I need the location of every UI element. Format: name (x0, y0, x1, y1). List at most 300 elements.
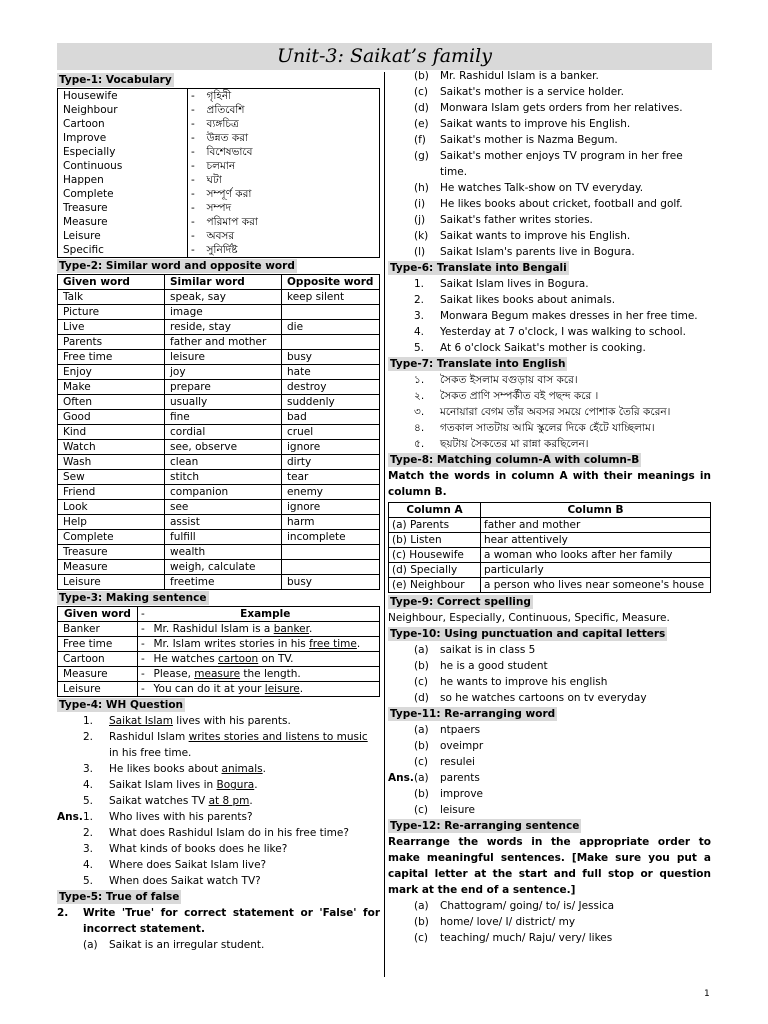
list-item (414, 388, 711, 404)
table-row (58, 560, 380, 575)
item-number: 3. (83, 843, 94, 855)
table-row (58, 530, 380, 545)
table-row (58, 145, 380, 159)
table-cell: Measure (58, 560, 165, 575)
table-row (58, 320, 380, 335)
list-item (83, 761, 380, 777)
list-item (414, 116, 711, 132)
item-text: Mr. Rashidul Islam is a banker. (440, 70, 599, 82)
type2-heading: Type-2: Similar word and opposite word (59, 260, 295, 272)
item-number: (b) (414, 660, 429, 672)
table-cell: - (188, 187, 202, 201)
list-item (414, 930, 711, 946)
table-cell: Leisure (58, 682, 138, 697)
list-item (414, 148, 711, 180)
item-number: 2. (83, 827, 94, 839)
table-cell: - (138, 682, 152, 697)
wh-question-list (57, 713, 380, 809)
type7-heading: Type-7: Translate into English (390, 358, 566, 370)
list-item (414, 308, 711, 324)
item-number: (d) (414, 102, 429, 114)
item-number: (c) (414, 86, 428, 98)
item-text: Saikat Islam lives in Bogura. (440, 278, 589, 290)
table-cell: leisure (165, 350, 282, 365)
answer-label (57, 873, 83, 889)
table-cell: Banker (58, 622, 138, 637)
table-cell: Wash (58, 455, 165, 470)
item-text: Saikat wants to improve his English. (440, 230, 631, 242)
table-cell (282, 545, 380, 560)
table-row (58, 305, 380, 320)
item-text-part: Saikat watches TV (109, 795, 209, 807)
list-item (414, 658, 711, 674)
table-cell: - (138, 667, 152, 682)
table-cell: - (188, 103, 202, 117)
item-number: 2. (414, 294, 425, 306)
table-cell: Cartoon (58, 117, 188, 131)
item-keyword: animals (221, 763, 263, 775)
example-text: the length. (240, 668, 301, 680)
list-item (83, 777, 380, 793)
table-cell: Complete (58, 187, 188, 201)
item-number: (h) (414, 182, 429, 194)
table-row (58, 455, 380, 470)
table-cell: busy (282, 575, 380, 590)
table-cell: wealth (165, 545, 282, 560)
table-cell: Live (58, 320, 165, 335)
item-text: Saikat wants to improve his English. (440, 118, 631, 130)
table-cell (282, 335, 380, 350)
example-keyword: leisure (264, 683, 300, 695)
list-item (414, 914, 711, 930)
table-cell: Friend (58, 485, 165, 500)
type11-heading: Type-11: Re-arranging word (390, 708, 556, 720)
table-row (58, 682, 380, 697)
type9-heading: Type-9: Correct spelling (390, 596, 531, 608)
table-header: Example (152, 607, 380, 622)
item-number: 5. (83, 795, 94, 807)
table-row (58, 229, 380, 243)
table-row (58, 89, 380, 104)
example-text: on TV. (258, 653, 294, 665)
page-title: Unit-3: Saikat’s family (57, 43, 712, 70)
table-row (58, 365, 380, 380)
table-cell: weigh, calculate (165, 560, 282, 575)
item-text: parents (440, 772, 480, 784)
answer-label (57, 825, 83, 841)
item-number: (c) (414, 756, 428, 768)
right-column (388, 68, 711, 946)
table-header: Given word (58, 275, 165, 290)
item-number: (l) (414, 246, 426, 258)
table-cell: Improve (58, 131, 188, 145)
answer-item (57, 809, 380, 825)
table-cell: (b) Listen (389, 533, 481, 548)
table-cell: Especially (58, 145, 188, 159)
table-cell: busy (282, 350, 380, 365)
table-row (58, 187, 380, 201)
item-number: 3. (414, 310, 425, 322)
table-cell: bad (282, 410, 380, 425)
table-cell: Talk (58, 290, 165, 305)
type6-heading: Type-6: Translate into Bengali (390, 262, 567, 274)
item-keyword: Bogura (216, 779, 255, 791)
item-text-part: Saikat Islam lives in (109, 779, 217, 791)
page-number: 1 (704, 989, 710, 999)
type3-heading: Type-3: Making sentence (59, 592, 207, 604)
item-number: (k) (414, 230, 429, 242)
item-text (109, 793, 380, 809)
example-keyword: cartoon (218, 653, 259, 665)
table-cell: বিশেষভাবে (202, 145, 380, 159)
table-row (58, 395, 380, 410)
item-text: saikat is in class 5 (440, 644, 536, 656)
item-text: What does Rashidul Islam do in his free time? (109, 827, 349, 839)
table-row (389, 533, 711, 548)
item-number: (a) (414, 724, 429, 736)
table-cell: destroy (282, 380, 380, 395)
table-cell: Kind (58, 425, 165, 440)
type8-heading: Type-8: Matching column-A with column-B (390, 454, 640, 466)
item-text: ছয়টায় সৈকতের মা রান্না করছিলেন। (440, 438, 589, 450)
item-number: (a) (414, 772, 429, 784)
table-cell: - (188, 201, 202, 215)
example-text: You can do it at your (153, 683, 265, 695)
table-cell: Specific (58, 243, 188, 258)
list-item (414, 84, 711, 100)
table-row (58, 515, 380, 530)
example-keyword: free time (309, 638, 357, 650)
table-cell: tear (282, 470, 380, 485)
rearrange-sentence-list (388, 898, 711, 946)
item-text: Saikat's mother is a service holder. (440, 86, 624, 98)
item-number: (i) (414, 198, 426, 210)
item-number: (b) (414, 70, 429, 82)
item-text: ntpaers (440, 724, 481, 736)
item-text: He likes books about cricket, football and golf. (440, 198, 683, 210)
item-text: He watches Talk-show on TV everyday. (440, 182, 644, 194)
list-item (414, 244, 711, 260)
item-text-part: . (254, 779, 258, 791)
table-row (58, 380, 380, 395)
table-cell: Parents (58, 335, 165, 350)
table-cell: ঘটা (202, 173, 380, 187)
item-text: When does Saikat watch TV? (109, 875, 261, 887)
type10-heading: Type-10: Using punctuation and capital letters (390, 628, 666, 640)
table-cell: Good (58, 410, 165, 425)
table-cell: - (188, 229, 202, 243)
table-row (58, 103, 380, 117)
answer-item (388, 770, 711, 786)
table-cell: Often (58, 395, 165, 410)
list-item (83, 793, 380, 809)
table-header: Column A (389, 503, 481, 518)
table-row (58, 117, 380, 131)
answer-item (57, 857, 380, 873)
rearrange-word-list (388, 722, 711, 770)
table-cell: Leisure (58, 575, 165, 590)
table-cell: image (165, 305, 282, 320)
table-cell: - (138, 622, 152, 637)
table-row (58, 545, 380, 560)
list-item (414, 196, 711, 212)
list-item (414, 372, 711, 388)
table-cell: prepare (165, 380, 282, 395)
table-row (58, 637, 380, 652)
item-text: teaching/ much/ Raju/ very/ likes (440, 932, 613, 944)
example-sentence (152, 652, 380, 667)
item-number: 1. (414, 278, 425, 290)
list-item (83, 713, 380, 729)
example-keyword: measure (194, 668, 241, 680)
instruction-number: 2. (57, 907, 69, 919)
table-row (58, 470, 380, 485)
item-number: (f) (414, 134, 426, 146)
table-cell: Treasure (58, 201, 188, 215)
table-cell: a woman who looks after her family (481, 548, 711, 563)
table-cell: - (188, 159, 202, 173)
item-text: so he watches cartoons on tv everyday (440, 692, 647, 704)
item-keyword: at 8 pm (208, 795, 250, 807)
table-cell: hate (282, 365, 380, 380)
vocabulary-table (57, 88, 380, 258)
item-number: (c) (414, 804, 428, 816)
true-false-instruction: Write 'True' for correct statement or 'False' for incorrect statement. (83, 907, 380, 935)
item-number: (e) (414, 118, 429, 130)
list-item (414, 324, 711, 340)
answer-item (388, 786, 711, 802)
item-text: improve (440, 788, 483, 800)
item-text: he wants to improve his english (440, 676, 608, 688)
table-cell: Continuous (58, 159, 188, 173)
table-cell: ignore (282, 440, 380, 455)
table-cell: সম্পূর্ণ করা (202, 187, 380, 201)
item-text: Monwara Islam gets orders from her relatives. (440, 102, 683, 114)
column-divider (384, 72, 385, 977)
table-cell: - (138, 652, 152, 667)
item-number: ৩. (414, 406, 425, 418)
item-text: Where does Saikat Islam live? (109, 859, 267, 871)
example-keyword: banker (273, 623, 309, 635)
table-cell: পরিমাপ করা (202, 215, 380, 229)
list-item (414, 180, 711, 196)
table-cell: Free time (58, 350, 165, 365)
item-number: (a) (83, 939, 98, 951)
item-number: (g) (414, 150, 429, 162)
answer-label: Ans. (57, 811, 83, 823)
item-text: Saikat's mother enjoys TV program in her free time. (440, 150, 683, 178)
table-cell: (c) Housewife (389, 548, 481, 563)
item-text-part: . (249, 795, 253, 807)
table-row (58, 159, 380, 173)
table-cell: Treasure (58, 545, 165, 560)
table-cell: Help (58, 515, 165, 530)
table-header: - (138, 607, 152, 622)
table-cell: cordial (165, 425, 282, 440)
item-text: মনোয়ারা বেগম তাঁর অবসর সময়ে পোশাক তৈরি করেন। (440, 406, 671, 418)
example-text: . (356, 638, 361, 650)
table-cell: keep silent (282, 290, 380, 305)
item-text: At 6 o'clock Saikat's mother is cooking. (440, 342, 646, 354)
table-row (58, 440, 380, 455)
item-number: (c) (414, 676, 428, 688)
item-number: ২. (414, 390, 425, 402)
example-sentence (152, 667, 380, 682)
table-cell: Cartoon (58, 652, 138, 667)
table-row (58, 131, 380, 145)
table-header: Opposite word (282, 275, 380, 290)
item-number: 4. (83, 859, 94, 871)
item-number: 1. (83, 715, 94, 727)
table-cell: Happen (58, 173, 188, 187)
item-text: leisure (440, 804, 475, 816)
table-cell: - (188, 145, 202, 159)
answer-item (57, 873, 380, 889)
table-row (58, 410, 380, 425)
item-text: Saikat likes books about animals. (440, 294, 616, 306)
true-false-list-cont (388, 68, 711, 260)
item-text-part: He likes books about (109, 763, 222, 775)
item-text: Chattogram/ going/ to/ is/ Jessica (440, 900, 615, 912)
table-row (389, 578, 711, 593)
table-cell: - (188, 131, 202, 145)
table-row (58, 290, 380, 305)
table-cell: Leisure (58, 229, 188, 243)
table-cell: গৃহিনী (202, 89, 380, 104)
item-number: ১. (414, 374, 425, 386)
table-cell: ব্যঙ্গচিত্র (202, 117, 380, 131)
item-text: home/ love/ I/ district/ my (440, 916, 576, 928)
table-row (58, 485, 380, 500)
correct-spelling-text: Neighbour, Especially, Continuous, Specific, Measure. (388, 612, 670, 624)
table-cell: Housewife (58, 89, 188, 104)
table-row (58, 622, 380, 637)
table-cell: - (188, 215, 202, 229)
table-cell: reside, stay (165, 320, 282, 335)
table-cell (282, 305, 380, 320)
table-cell: Sew (58, 470, 165, 485)
table-cell: Measure (58, 667, 138, 682)
table-cell: - (188, 89, 202, 104)
list-item (414, 754, 711, 770)
answer-label (388, 802, 414, 818)
item-number: (j) (414, 214, 426, 226)
table-cell: - (188, 173, 202, 187)
item-number: 3. (83, 763, 94, 775)
item-number: (b) (414, 916, 429, 928)
example-sentence (152, 622, 380, 637)
table-cell: enemy (282, 485, 380, 500)
table-cell: see, observe (165, 440, 282, 455)
item-text: he is a good student (440, 660, 548, 672)
list-item (414, 292, 711, 308)
example-sentence (152, 637, 380, 652)
table-row (58, 243, 380, 258)
table-cell: Picture (58, 305, 165, 320)
item-text: Saikat is an irregular student. (109, 939, 265, 951)
item-text (109, 713, 380, 729)
item-text: What kinds of books does he like? (109, 843, 288, 855)
table-cell: a person who lives near someone's house (481, 578, 711, 593)
item-number: ৪. (414, 422, 425, 434)
example-text: Mr. Rashidul Islam is a (153, 623, 274, 635)
answer-label (57, 857, 83, 873)
example-text: Please, (153, 668, 195, 680)
list-item (414, 722, 711, 738)
table-cell: Complete (58, 530, 165, 545)
table-row (58, 575, 380, 590)
answer-label: Ans. (388, 772, 414, 784)
list-item (414, 738, 711, 754)
translate-bengali-list (388, 276, 711, 356)
table-cell: companion (165, 485, 282, 500)
table-cell: freetime (165, 575, 282, 590)
table-header: Given word (58, 607, 138, 622)
example-text: Mr. Islam writes stories in his (153, 638, 310, 650)
item-text-part: lives with his parents. (172, 715, 291, 727)
item-text: সৈকত প্রাণি সম্পর্কীত বই পছন্দ করে । (440, 390, 599, 402)
table-header: Column B (481, 503, 711, 518)
table-cell: Watch (58, 440, 165, 455)
list-item (414, 132, 711, 148)
item-text: Who lives with his parents? (109, 811, 253, 823)
table-cell: ignore (282, 500, 380, 515)
making-sentence-table (57, 606, 380, 697)
table-cell: - (188, 117, 202, 131)
table-cell: see (165, 500, 282, 515)
table-cell: (e) Neighbour (389, 578, 481, 593)
answer-label (388, 786, 414, 802)
answer-item (388, 802, 711, 818)
list-item (414, 212, 711, 228)
item-number: (d) (414, 692, 429, 704)
table-cell: (d) Specially (389, 563, 481, 578)
table-row (389, 563, 711, 578)
table-header: Similar word (165, 275, 282, 290)
punctuation-list (388, 642, 711, 706)
list-item (83, 729, 380, 761)
list-item (414, 674, 711, 690)
example-sentence (152, 682, 380, 697)
item-text-part: Rashidul Islam (109, 731, 189, 743)
table-cell: fulfill (165, 530, 282, 545)
table-cell: usually (165, 395, 282, 410)
table-cell: hear attentively (481, 533, 711, 548)
list-item (414, 228, 711, 244)
matching-table (388, 502, 711, 593)
item-text-part: in his free time. (109, 747, 192, 759)
table-row (58, 667, 380, 682)
table-cell: father and mother (481, 518, 711, 533)
answer-item (57, 825, 380, 841)
table-row (58, 500, 380, 515)
item-number: (b) (414, 788, 429, 800)
item-number: 4. (414, 326, 425, 338)
list-item (414, 340, 711, 356)
table-cell: - (188, 243, 202, 258)
item-number: 5. (414, 342, 425, 354)
item-keyword: Saikat Islam (109, 715, 173, 727)
item-number: 4. (83, 779, 94, 791)
list-item (83, 937, 380, 953)
table-cell: (a) Parents (389, 518, 481, 533)
table-row (58, 425, 380, 440)
item-text-part: . (262, 763, 266, 775)
table-cell: অবসর (202, 229, 380, 243)
table-cell: suddenly (282, 395, 380, 410)
item-text: oveimpr (440, 740, 484, 752)
table-cell: Neighbour (58, 103, 188, 117)
